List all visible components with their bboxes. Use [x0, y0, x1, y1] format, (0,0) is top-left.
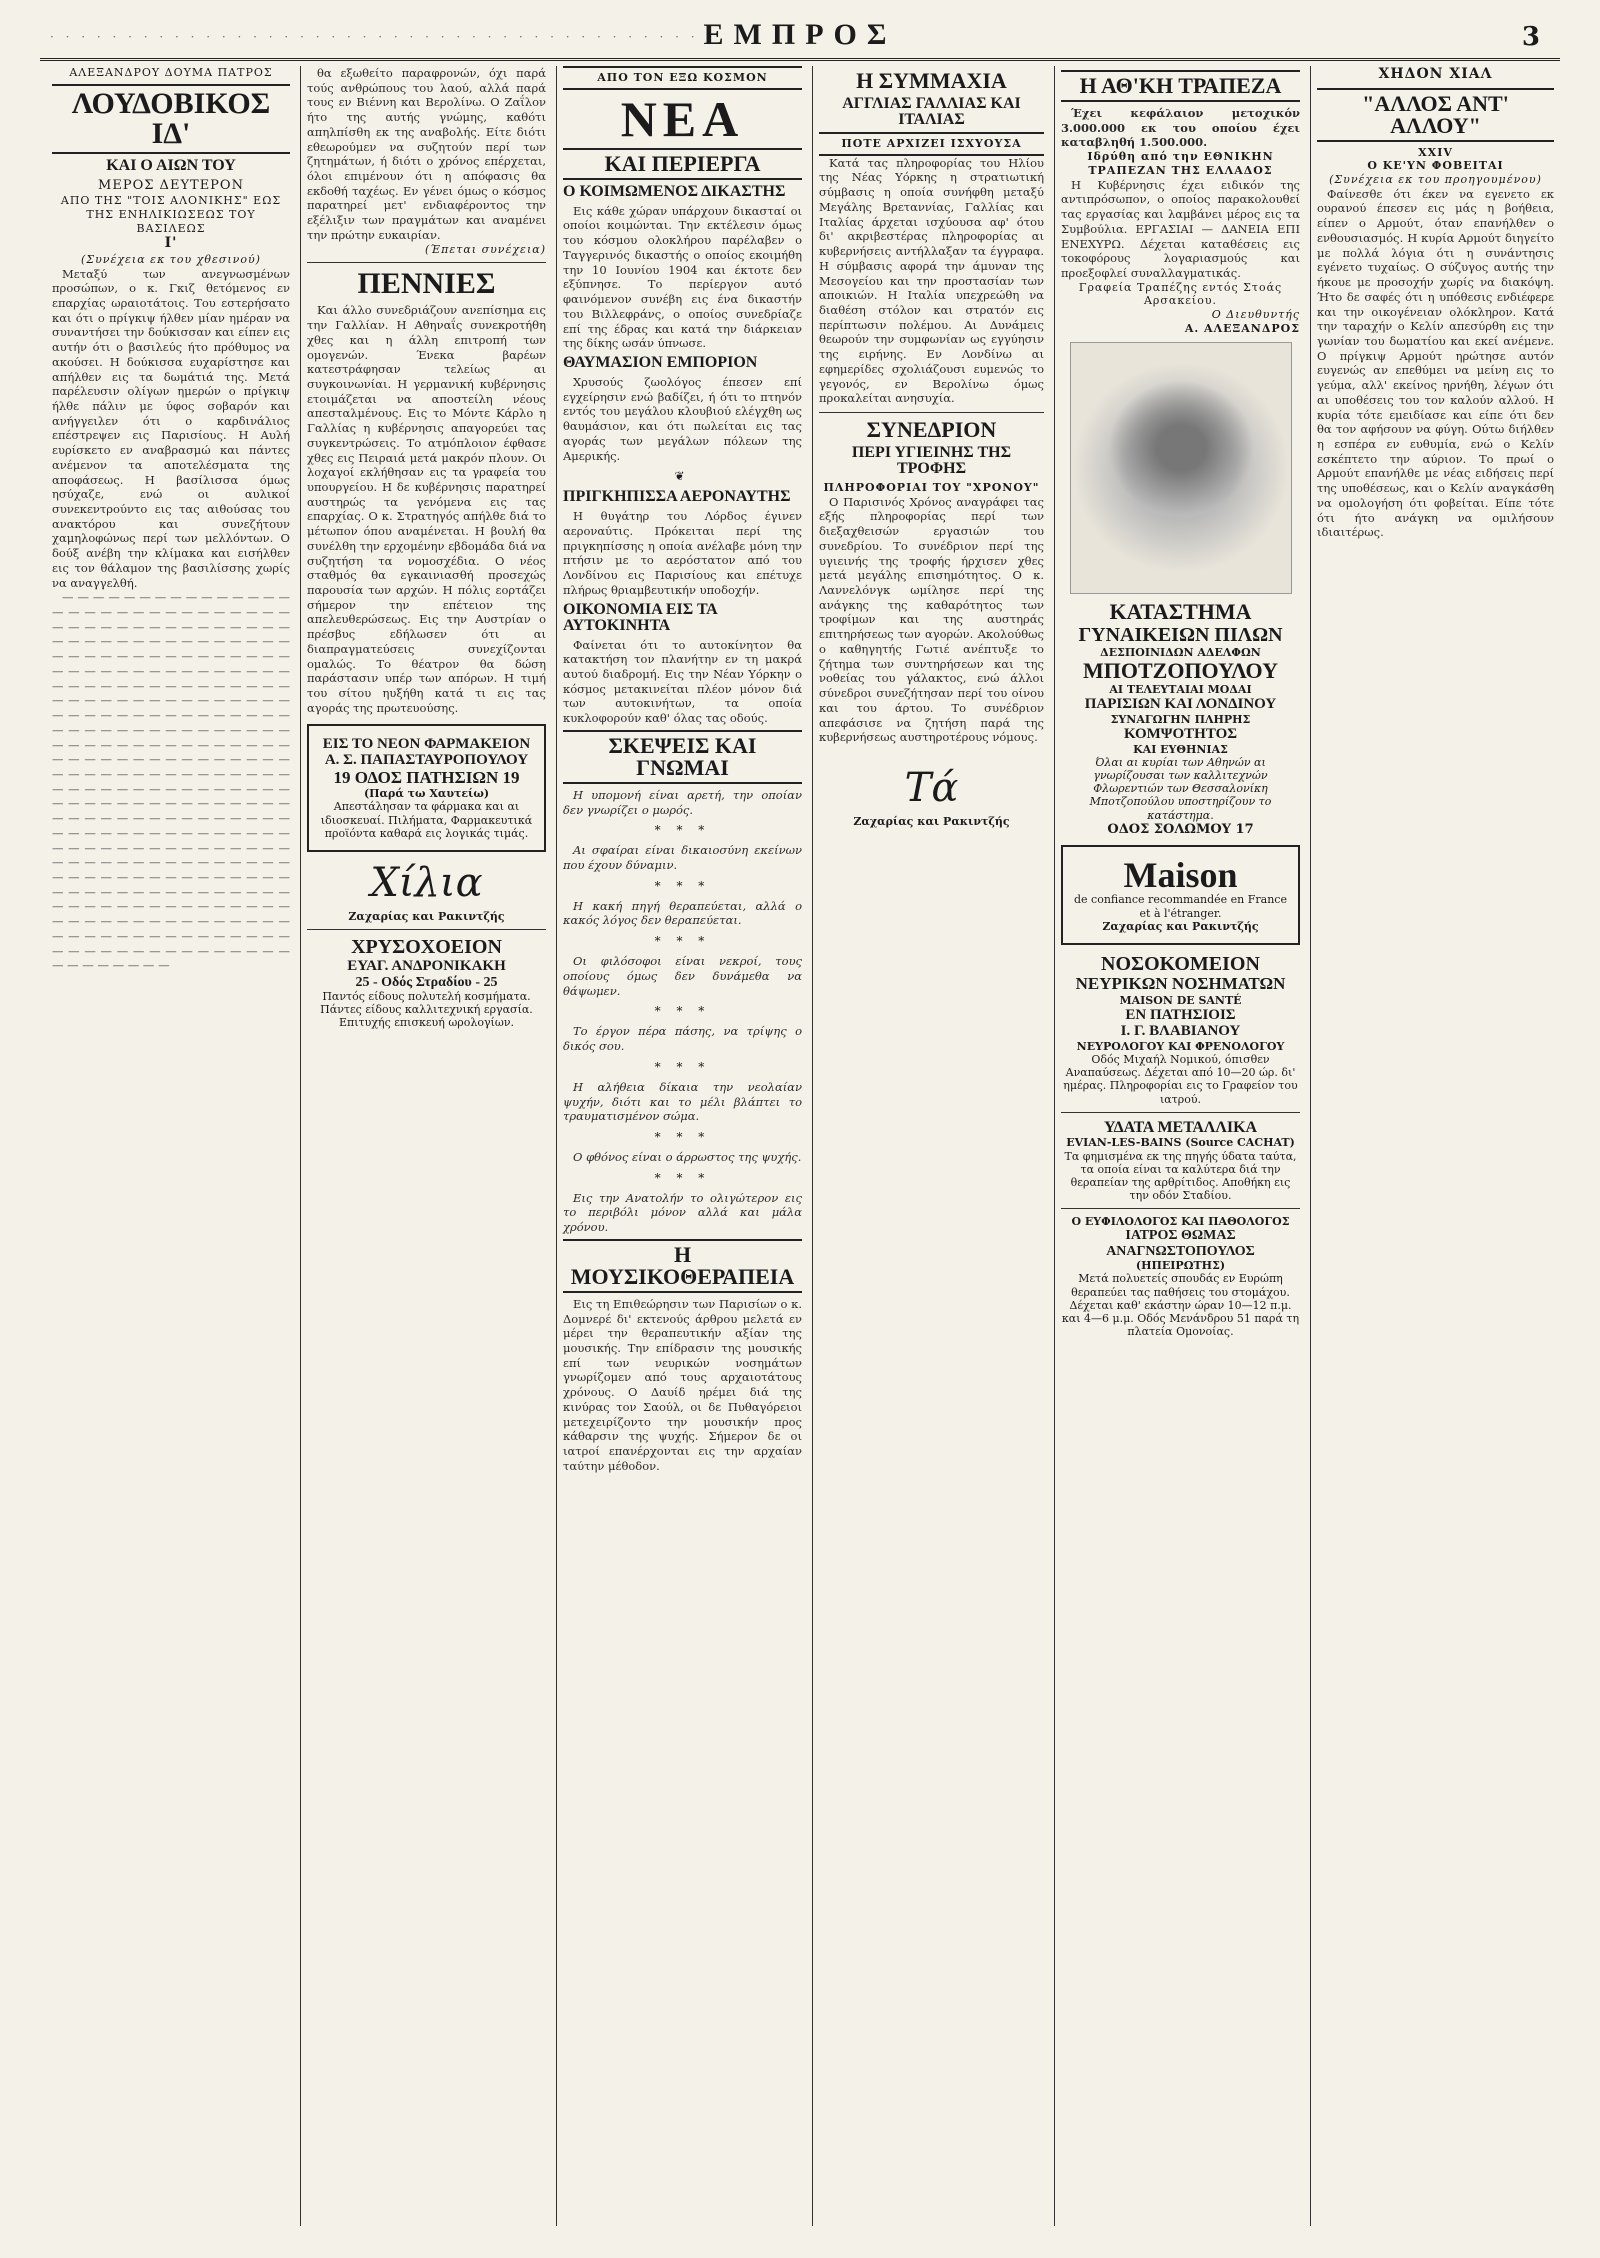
pennies-body: Και άλλο συνεδριάζουν ανεπίσημα εις την Γαλλίαν. Η Αθηναΐς συνεκροτήθη χθες και η άλλη επιτροπή των ομογενών. Ένεκα βαρέων κατεστράφησαν τελείως αι συγκοινωνίαι. Η γερμανική κυβέρνησις ετοιμάζεται να αποστείλη νέους απεσταλμένους. Εις το Μόντε Κάρλο η Γαλλίας η κυβέρνησις απαγορεύει τας συγκεντρώσεις. Το ατμόπλοιον έφθασε χθες εις Πειραιά μετά μακρόν πλουν. Οι λοχαγοί εκλήθησαν εις τα γραφεία του υπουργείου. Η δε κυβέρνησις παρατηρεί αυστηρώς τα γενόμενα εις τας επαρχίας. Ο κ. Στρατηγός απήλθε διά το μέτωπον όπου αναμένεται. Η βουλή θα συνέλθη την ερχομένην εβδομάδα διά να συζητήση τα νομοσχέδια. Ο νέος σταθμός θα εγκαινιασθή προσεχώς παρουσία των αρχών. Η πόλις εορτάζει σήμερον την επέτειον της απελευθερώσεως. Εις την Αυστρίαν ο πρέσβυς εδήλωσεν ότι αι διαπραγματεύσεις συνεχίζονται ομαλώς. Το θέατρον θα δώση παράστασιν υπέρ των απόρων. Η τιμή του σίτου ηυξήθη κατά τι εις τας αγοράς της πρωτευούσης. — [307, 303, 546, 715]
thoughts-heading: ΣΚΕΨΕΙΣ ΚΑΙ ΓΝΩΜΑΙ — [563, 730, 802, 784]
page-number: 3 — [1521, 22, 1540, 52]
divider — [1061, 1208, 1300, 1209]
bank-office: Γραφεία Τραπέζης εντός Στοάς Αρσακείου. — [1078, 280, 1283, 308]
serial-chapter: XXIV — [1418, 145, 1453, 159]
ornament: * * * — [654, 823, 711, 838]
script-ad-word: Χίλια — [370, 859, 483, 906]
jeweller-ad-name: ΕΥΑΓ. ΑΝΔΡΟΝΙΚΑΚΗ — [347, 958, 506, 975]
congress-subheading: ΠΕΡΙ ΥΓΙΕΙΝΗΣ ΤΗΣ ΤΡΟΦΗΣ — [851, 443, 1012, 477]
item-heading: ΘΑΥΜΑΣΙΟΝ ΕΜΠΟΡΙΟΝ — [563, 353, 758, 371]
section-kicker: ΑΠΟ ΤΟΝ ΕΞΩ ΚΟΣΜΟΝ — [563, 66, 802, 90]
water-1: ΥΔΑΤΑ ΜΕΤΑΛΛΙΚΑ — [1103, 1118, 1258, 1136]
hat-shop-6: ΠΑΡΙΣΙΩΝ ΚΑΙ ΛΟΝΔΙΝΟΥ — [1084, 696, 1277, 713]
water-body: Τα φημισμένα εκ της πηγής ύδατα ταύτα, τα οποία είναι τα καλύτερα διά την θεραπείαν της αρθρίτιδος. Αποθήκη εις την οδόν Σταδίου. — [1064, 1149, 1297, 1203]
bank-founded: Ιδρύθη από την ΕΘΝΙΚΗΝ ΤΡΑΠΕΖΑΝ ΤΗΣ ΕΛΛΑΔΟΣ — [1087, 150, 1274, 177]
hat-shop-3: ΔΕΣΠΟΙΝΙΔΩΝ ΑΔΕΛΦΩΝ — [1100, 645, 1261, 659]
column-3 — [556, 66, 808, 2226]
hat-shop-8: ΚΟΜΨΟΤΗΤΟΣ — [1123, 726, 1238, 743]
congress-source: ΠΛΗΡΟΦΟΡΙΑΙ ΤΟΥ "ΧΡΟΝΟΥ" — [823, 480, 1040, 494]
novel-section: ΑΠΟ ΤΗΣ "ΤΟΙΣ ΑΛΟΝΙΚΗΣ" ΕΩΣ ΤΗΣ ΕΝΗΛΙΚΙΩΣΕΩΣ ΤΟΥ ΒΑΣΙΛΕΩΣ — [60, 194, 282, 235]
author-line: ΑΛΕΞΑΝΔΡΟΥ ΔΟΥΜΑ ΠΑΤΡΟΣ — [69, 66, 273, 79]
alliance-title: ΑΓΓΛΙΑΣ ΓΑΛΛΙΑΣ ΚΑΙ ΙΤΑΛΙΑΣ — [842, 95, 1021, 128]
serial-body: Φαίνεσθε ότι έκεν να εγενετο εκ ουρανού έπεσεν εις μάς η βοήθεια, είπεν ο Αρμούτ, όταν επανήλθεν ο ενθουσιασμός. Η κυρία Αρμούτ διηγείτο με πολλά λόγια ότι η συνάντησις εγένετο τυχαίως. Ο σύζυγος αυτής την ήκουε με προσοχήν χωρίς να διακόψη. Ήτο δε σαφές ότι η υπόθεσις ενδιέφερε και την οικογένειαν ολόκληρον. Κατά την ταραχήν ο Κελίν απεσύρθη εις την γωνίαν του δωματίου και εκεί ανέμενε. Ο πρίγκιψ Αρμούτ ηρώτησε αυτόν ευγενώς αν επεθύμει να μείνη εις το γεύμα, αλλ' εκείνος ηρνήθη, λέγων ότι αι υποθέσεις του τον καλούν αλλού. Η κυρία τότε εμειδίασε και είπε ότι δεν θα τον αφήσουν να φύγη. Ούτω διήλθεν η εσπέρα εν ευθυμία, ενώ ο Κελίν εσκέπτετο την αύριον. Το πρωί ο Αρμούτ επανήλθε με νέας ειδήσεις περί της υποθέσεως, και ο Κελίν αναγκάσθη να ομολογήση ότι φοβείται. Είπε τότε ότι ήτο ανάγκη να ομιλήσουν ιδιαιτέρως. — [1317, 186, 1554, 540]
pharmacy-ad — [307, 724, 546, 852]
hat-shop-4: ΜΠΟΤΖΟΠΟΥΛΟΥ — [1083, 658, 1278, 684]
hat-shop-10: Όλαι αι κυρίαι των Αθηνών αι γνωρίζουσαι των καλλιτεχνών Φλωρεντιών των Θεσσαλονίκη Μποτζοπούλου υποστηρίζουν το κατάστημα. — [1089, 755, 1272, 822]
ornament: * * * — [654, 934, 711, 949]
music-therapy-heading: Η ΜΟΥΣΙΚΟΘΕΡΑΠΕΙΑ — [563, 1239, 802, 1293]
quote: Η υπομονή είναι αρετή, την οποίαν δεν γνωρίζει ο μωρός. — [563, 787, 802, 817]
novel-body: Μεταξύ των ανεγνωσμένων προσώπων, ο κ. Γκιζ θετόμενος εν επαρχίας ωραιοτάτοις. Του εστερήσατο και ότι ο πρίγκιψ ήλθεν μίαν ημέραν να συναντήσει την δούκισσαν και είπεν εις αυτήν ότι ο βασιλεύς ήτο πρόθυμος να ακούσει. Η δούκισσα ευχαρίστησε και απήλθεν εις τα δωμάτιά της. Μετά παρέλευσιν ολίγων ημερών ο πρίγκιψ ήλθε πάλιν με ύφος σοβαρόν και ανήγγειλεν ότι ο καρδινάλιος επέστρεψεν εις Παρισίους. Η Αυλή ευρίσκετο εν αναβρασμώ και πάντες ανέμενον τα αποτελέσματα της αποφάσεως. Η βασίλισσα όμως ησύχαζε, ενώ οι αυλικοί συνεκεντρούντο εις τας αιθούσας του ανακτόρου και συνεζήτουν χαμηλοφώνως περί των μελλόντων. Ο δούξ ανέβη την κλίμακα και εισήλθεν εις τον θάλαμον της βασιλίσσης χωρίς να αναγγελθή. — [52, 266, 290, 590]
to-be-continued: (Έπεται συνέχεια) — [424, 242, 546, 256]
ornament: ❦ — [674, 469, 691, 484]
novel-subtitle: ΚΑΙ Ο ΑΙΩΝ ΤΟΥ — [106, 156, 236, 174]
pharmacy-ad-address: 19 ΟΔΟΣ ΠΑΤΗΣΙΩΝ 19 — [333, 767, 520, 787]
hospital-body: Οδός Μιχαήλ Νομικού, όπισθεν Αναπαύσεως. Δέχεται από 10—20 ώρ. δι' ημέρας. Πληροφορίαι εις το Γραφείον του ιατρού. — [1063, 1052, 1298, 1106]
maison-ad — [1061, 845, 1300, 945]
doctor-2: ΙΑΤΡΟΣ ΘΩΜΑΣ ΑΝΑΓΝΩΣΤΟΠΟΥΛΟΣ — [1106, 1228, 1255, 1259]
column-2 — [300, 66, 552, 2226]
alliance-subtitle: ΠΟΤΕ ΑΡΧΙΖΕΙ ΙΣΧΥΟΥΣΑ — [819, 132, 1044, 156]
jeweller-ad-body: Παντός είδους πολυτελή κοσμήματα. Πάντες είδους καλλιτεχνική εργασία. Επιτυχής επισκευή ωρολογίων. — [320, 990, 533, 1030]
hat-shop-ad — [1061, 600, 1300, 838]
congress-body: Ο Παρισινός Χρόνος αναγράφει τας εξής πληροφορίας περί των διεξαχθεισών εργασιών του συνεδρίου. Το συνέδριον περί της υγιεινής της τροφής ήρχισεν χθες μετά μεγάλης επισημότητος. Ο κ. Λαννελόνγκ ωμίλησε περί της ανάγκης της καθαρότητος των τροφίμων και της αυστηράς επιτηρήσεως των αγορών. Ακολούθως ο καθηγητής Γωτιέ ανέπτυξε το ζήτημα των συντηρήσεων και της νοθείας του γάλακτος, ενώ άλλοι σύνεδροι συνεζήτησαν περί του οίνου και του άρτου. Το συνέδριον απεφάσισε να ζητήση παρά της κυβερνήσεως αυστηροτέρους νόμους. — [819, 494, 1044, 745]
serial-subtitle: Ο ΚΕ'ΥΝ ΦΟΒΕΙΤΑΙ — [1367, 159, 1504, 173]
item-heading: ΠΡΙΓΚΗΠΙΣΣΑ ΑΕΡΟΝΑΥΤΗΣ — [563, 488, 791, 506]
item-heading: ΟΙΚΟΝΟΜΙΑ ΕΙΣ ΤΑ ΑΥΤΟΚΙΝΗΤΑ — [563, 600, 717, 634]
column-4 — [812, 66, 1050, 2226]
maison-body: de confiance recommandée en France et à l'étranger. — [1074, 893, 1287, 920]
pharmacy-ad-body: Απεστάλησαν τα φάρμακα και αι ιδιοσκευαί. Πιλήματα, Φαρμακευτικά προϊόντα καθαρά εις λογικάς τιμάς. — [320, 800, 533, 840]
item-body: Εις κάθε χώραν υπάρχουν δικασταί οι οποίοι κοιμώνται. Την εκτέλεσιν όμως του κόσμου ολοκλήρου παρέλαβεν ο Ταγγερινός δικαστής ο οποίος εκοιμήθη την 10 Ιουνίου 1904 και έκτοτε δεν εξύπνησε. Το περίεργον αυτό φαινόμενον συνέβη εις ένα δικαστήν του Βιλλεφράνς, ο οποίος συνεδρίαζε επί της έδρας και κατά την διάρκειαν της δίκης ωσάν ύπνωσε. — [563, 203, 802, 351]
doctor-3: (ΗΠΕΙΡΩΤΗΣ) — [1135, 1259, 1226, 1273]
ornament: * * * — [654, 1004, 711, 1019]
item-heading: Ο ΚΟΙΜΩΜΕΝΟΣ ΔΙΚΑΣΤΗΣ — [563, 182, 786, 200]
divider — [819, 412, 1044, 413]
water-2: EVIAN-LES-BAINS (Source CACHAT) — [1066, 1136, 1295, 1150]
bank-director: Α. ΑΛΕΞΑΝΔΡΟΣ — [1184, 321, 1300, 335]
ornament: * * * — [654, 878, 711, 893]
quote: Εις την Ανατολήν το ολιγώτερον εις το περιβόλι μόνον αλλά και μάλα χρόνου. — [563, 1190, 802, 1235]
column-6 — [1310, 66, 1560, 2226]
bank-capital: Έχει κεφάλαιον μετοχικόν 3.000.000 εκ του οποίου έχει καταβληθή 1.500.000. — [1061, 106, 1300, 150]
hat-shop-2: ΓΥΝΑΙΚΕΙΩΝ ΠΙΛΩΝ — [1078, 623, 1283, 646]
ornament: * * * — [654, 1129, 711, 1144]
pharmacy-ad-title: ΕΙΣ ΤΟ ΝΕΟΝ ΦΑΡΜΑΚΕΙΟΝ — [322, 735, 531, 752]
hospital-6: ΝΕΥΡΟΛΟΓΟΥ ΚΑΙ ΦΡΕΝΟΛΟΓΟΥ — [1076, 1039, 1285, 1053]
hospital-4: ΕΝ ΠΑΤΗΣΙΟΙΣ — [1125, 1006, 1236, 1023]
doctor-ad — [1061, 1215, 1300, 1338]
novel-body-more: — — — — — — — — — — — — — — — — — — — — — — — — — — — — — — — — — — — — — — — — — — — — — — — — — — — — — — — — — — — — — — — — — — — — — — — — — — — — — — — — — — — — — — — — — — — — — — — — — — — — — — — — — — — — — — — — — — — — — — — — — — — — — — — — — — — — — — — — — — — — — — — — — — — — — — — — — — — — — — — — — — — — — — — — — — — — — — — — — — — — — — — — — — — — — — — — — — — — — — — — — — — — — — — — — — — — — — — — — — — — — — — — — — — — — — — — — — — — — — — — — — — — — — — — — — — — — — — — — — — — — — — — — — — — — — — — — — — — — — — — — — — — — — — — — — — — — — — — — — — — — — — — — — — — — — — — — — — — — — — — — — — — — — — — — — — — — — — — — — — — — — — — — — — — — — — — — — — — — — — — — — — — — — — — — — — — — — — — — — — — — — — — [52, 590, 290, 973]
novel-title: ΛΟΥΔΟΒΙΚΟΣ ΙΔ' — [52, 84, 290, 154]
pharmacy-ad-name: Α. Σ. ΠΑΠΑΣΤΑΥΡΟΠΟΥΛΟΥ — [324, 752, 529, 768]
jeweller-ad — [307, 936, 546, 1029]
serial-author: ΧΗΔΟΝ ΧΙΑΛ — [1378, 66, 1493, 82]
masthead-ornament: · · · · · · · · · · · · · · · · · · · · · · · · · · · · · · · · · · · · · · · · · · · — [50, 30, 715, 44]
script-ad-2-word: Τά — [904, 764, 959, 811]
jeweller-ad-title: ΧΡΥΣΟΧΟΕΙΟΝ — [351, 936, 502, 959]
hat-illustration — [1070, 342, 1292, 594]
maison-sub: Ζαχαρίας και Ρακιντζής — [1102, 919, 1259, 933]
serial-continuation: (Συνέχεια εκ του προηγουμένου) — [1329, 173, 1542, 186]
doctor-1: Ο ΕΥΦΙΛΟΛΟΓΟΣ ΚΑΙ ΠΑΘΟΛΟΓΟΣ — [1071, 1215, 1290, 1229]
serial-body: θα εξωθείτο παραφρονών, όχι παρά τούς ανθρώπους του λαού, αλλά παρά τους εν Βιέννη και Βερολίνω. Ο Ζαΐλον ήτο της αυτής γνώμης, καθότι απηλπίσθη εκ της αναβολής. Είτε διότι εθεωρούμεν να συζητούν περί των ζητημάτων, ή διότι ο χρόνος επέρχεται, όλοι επιμένουν ότι η απόφασις θα εκδοθή ταχέως. Εν γένει όμως ο κόσμος παρατηρεί μετ' ενδιαφέροντος την εξέλιξιν των πραγμάτων και αναμένει την πρώτην ευκαιρίαν. — [307, 66, 546, 242]
jeweller-ad-address: 25 - Οδός Στραδίου - 25 — [355, 974, 498, 990]
news-subtitle: ΚΑΙ ΠΕΡΙΕΡΓΑ — [563, 148, 802, 180]
hat-shop-address: ΟΔΟΣ ΣΟΛΩΜΟΥ 17 — [1107, 821, 1254, 837]
novel-part: ΜΕΡΟΣ ΔΕΥΤΕΡΟΝ — [98, 177, 244, 193]
quote: Αι σφαίραι είναι δικαιοσύνη εκείνων που έχουν δύναμιν. — [563, 843, 802, 873]
quote: Η κακή πηγή θεραπεύεται, αλλά ο κακός λόγος δεν θεραπεύεται. — [563, 898, 802, 928]
hat-shop-1: ΚΑΤΑΣΤΗΜΑ — [1109, 598, 1252, 624]
hospital-ad — [1061, 953, 1300, 1106]
bank-title: Η ΑΘ'ΚΗ ΤΡΑΠΕΖΑ — [1061, 70, 1300, 102]
news-title: ΝΕΑ — [620, 90, 745, 147]
alliance-kicker: Η ΣΥΜΜΑΧΙΑ — [856, 68, 1007, 93]
script-ad-2-sub: Ζαχαρίας και Ρακιντζής — [853, 814, 1010, 828]
maison-word: Maison — [1123, 855, 1238, 896]
hospital-5: Ι. Γ. ΒΛΑΒΙΑΝΟΥ — [1120, 1023, 1241, 1040]
pennies-heading: ΠΕΝΝΙΕΣ — [357, 267, 496, 301]
item-body: Φαίνεται ότι το αυτοκίνητον θα κατακτήση τον πλανήτην εν τη μακρά αυτού διαδρομή. Εις την Νέαν Υόρκην ο κόσμος μετακινείται πλέον μόνον διά των αυτοκινήτων, τα οποία κυκλοφορούν καθ' όλας τας οδούς. — [563, 637, 802, 726]
divider — [1061, 1112, 1300, 1113]
water-ad — [1061, 1119, 1300, 1203]
alliance-body: Κατά τας πληροφορίας του Ηλίου της Νέας Υόρκης η στρατιωτική σύμβασις η οποία συνήφθη μεταξύ Μεγάλης Βρεταννίας, Γαλλίας και Ιταλίας άρχεται ισχύουσα αφ' ότου δι' ακριβεστέρας πληροφορίας αι κυβερνήσεις αντήλλαξαν τα έγγραφα. Η σύμβασις αφορά την άμυναν της Μεσογείου και την προστασίαν των αποικιών. Η Ιταλία υπεχρεώθη να διαθέση στόλον και στρατόν εις περίπτωσιν πολέμου. Αι Δυνάμεις θεωρούν την συμφωνίαν ως εγγύησιν της ειρήνης. Εν Λονδίνω αι εφημερίδες σχολιάζουσι ευμενώς το γεγονός, εν Βερολίνω όμως προκαλείται ανησυχία. — [819, 155, 1044, 406]
script-ad-2 — [819, 765, 1044, 828]
script-ad — [307, 860, 546, 923]
hat-shop-5: ΑΙ ΤΕΛΕΥΤΑΙΑΙ ΜΟΔΑΙ — [1109, 683, 1252, 697]
ornament: * * * — [654, 1059, 711, 1074]
bank-body: Η Κυβέρνησις έχει ειδικόν της αντιπρόσωπον, ο οποίος παρακολουθεί τας εργασίας και λαμβάνει μέρος εις τα Συμβούλια. ΕΡΓΑΣΙΑΙ — ΔΑΝΕΙΑ ΕΠΙ ΕΝΕΧΥΡΩ. Δέχεται καταθέσεις εις τοκοφόρους λογαριασμούς και προεξοφλεί συναλλαγματικάς. — [1061, 177, 1300, 280]
doctor-body: Μετά πολυετείς σπουδάς εν Ευρώπη θεραπεύει τας παθήσεις του στομάχου. Δέχεται καθ' εκάστην ώραν 10—12 π.μ. και 4—6 μ.μ. Οδός Μενάνδρου 51 παρά τη πλατεία Ομονοίας. — [1061, 1272, 1300, 1339]
bank-director-label: Ο Διευθυντής — [1211, 308, 1300, 322]
novel-chapter: Ι' — [164, 235, 178, 252]
masthead — [40, 18, 1560, 61]
item-body: Η θυγάτηρ του Λόρδος έγινεν αεροναύτις. Πρόκειται περί της πριγκηπίσσης η οποία ανέλαβε μόνη την πτήσιν με το αερόστατον από του Λονδίνου εις Παρισίους και επέτυχε πλήρως θριαμβευτικήν υποδοχήν. — [563, 509, 802, 597]
quote: Το έργον πέρα πάσης, να τρίψης ο δικός σου. — [563, 1024, 802, 1054]
divider — [307, 262, 546, 263]
column-5 — [1054, 66, 1306, 2226]
hospital-3: MAISON DE SANTÉ — [1119, 993, 1242, 1007]
newspaper-title: ΕΜΠΡΟΣ — [703, 18, 897, 51]
music-therapy-body: Εις τη Επιθεώρησιν των Παρισίων ο κ. Δομνερέ δι' εκτενούς άρθρου μελετά εν μέρει την θεραπευτικήν αξίαν της μουσικής. Την επίδρασιν της μουσικής επί των νευρικών νοσημάτων γνωρίζομεν από τους αρχαιοτάτους χρόνους. Ο Δαυίδ ηρέμει διά της κινύρας τον Σαούλ, οι δε Πυθαγόρειοι μετεχειρίζοντο την μουσικήν προς κάθαρσιν της ψυχής. Σήμερον δε οι ιατροί επανέρχονται εις την αρχαίαν ταύτην μέθοδον. — [563, 1296, 802, 1473]
column-1 — [46, 66, 296, 2226]
quote: Η αλήθεια δίκαια την νεολαίαν ψυχήν, διότι και το μέλι βλάπτει το τραυματισμένον σώμα. — [563, 1079, 802, 1124]
serial-title: "ΑΛΛΟΣ ΑΝΤ' ΑΛΛΟΥ" — [1317, 88, 1554, 142]
hospital-1: ΝΟΣΟΚΟΜΕΙΟΝ — [1101, 952, 1260, 975]
pharmacy-ad-near: (Παρά τω Χαυτείω) — [363, 787, 490, 801]
congress-heading: ΣΥΝΕΔΡΙΟΝ — [866, 416, 997, 442]
divider — [307, 929, 546, 930]
ornament: * * * — [654, 1170, 711, 1185]
quote: Οι φιλόσοφοι είναι νεκροί, τους οποίους όμως δεν δυνάμεθα να θάψωμεν. — [563, 954, 802, 998]
hat-shop-7: ΣΥΝΑΓΩΓΗΝ ΠΛΗΡΗΣ — [1110, 712, 1251, 726]
item-body: Χρυσούς ζωολόγος έπεσεν επί εγχείρησιν ενώ βαδίζει, ή ότι το πτηνόν εντός του μεγάλου κλουβιού ελέγχθη ως θαυμάσιον, και ότι πωλείται εις τας αγοράς των μεγάλων πόλεων της Αμερικής. — [563, 374, 802, 463]
continuation-note: (Συνέχεια εκ του χθεσινού) — [81, 252, 261, 266]
quote: Ο φθόνος είναι ο άρρωστος της ψυχής. — [573, 1149, 802, 1164]
hospital-2: ΝΕΥΡΙΚΩΝ ΝΟΣΗΜΑΤΩΝ — [1075, 973, 1286, 993]
hat-shop-9: ΚΑΙ ΕΥΘΗΝΙΑΣ — [1133, 742, 1228, 756]
script-ad-sub: Ζαχαρίας και Ρακιντζής — [348, 909, 505, 923]
